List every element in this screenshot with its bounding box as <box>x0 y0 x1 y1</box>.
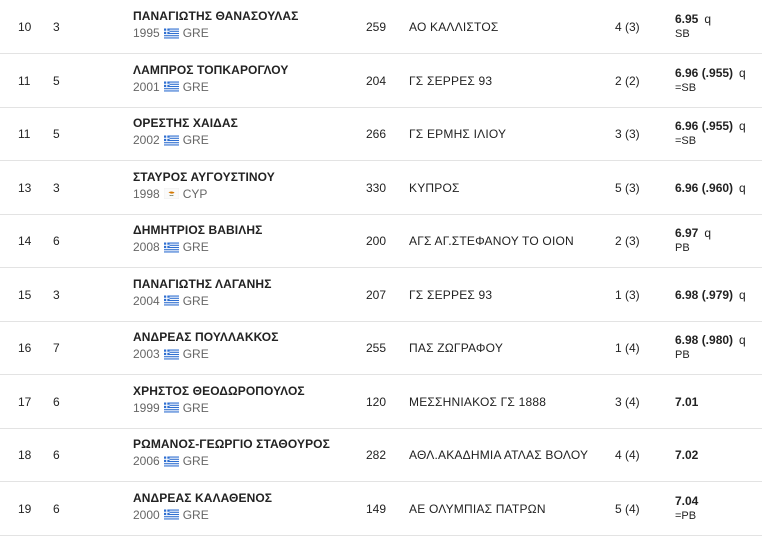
birth-year: 2000 <box>133 507 160 522</box>
rank-cell: 15 <box>18 287 32 302</box>
lane-position: 2 (2) <box>615 73 640 88</box>
table-row[interactable] <box>0 161 762 215</box>
athlete-info <box>133 294 209 308</box>
heat-cell: 6 <box>53 448 60 462</box>
heat-cell: 6 <box>53 501 60 516</box>
country-code: GRE <box>182 79 209 94</box>
table-row[interactable] <box>0 214 762 268</box>
time-value: 6.95 <box>675 12 699 26</box>
heat-cell: 6 <box>53 234 60 248</box>
athlete-info <box>133 240 209 254</box>
athlete-info <box>133 401 209 415</box>
record-note: PB <box>675 242 690 254</box>
birth-year: 1999 <box>133 400 160 415</box>
club-name: ΑΟ ΚΑΛΛΙΣΤΟΣ <box>409 20 499 34</box>
greece-flag-icon <box>164 135 179 146</box>
bib-number: 266 <box>366 127 387 141</box>
time-value: 6.98 (.979) <box>675 287 734 302</box>
bib-number: 282 <box>366 448 387 462</box>
birth-year: 2004 <box>133 293 160 308</box>
table-row[interactable] <box>0 268 762 322</box>
country-code: GRE <box>182 400 209 415</box>
athlete-name-link[interactable]: ΠΑΝΑΓΙΩΤΗΣ ΛΑΓΑΝΗΣ <box>133 276 272 291</box>
record-note: =PB <box>675 509 697 522</box>
time-value: 6.97 <box>675 226 699 240</box>
rank-cell: 13 <box>18 180 32 195</box>
time-value: 6.96 (.960) <box>675 180 734 195</box>
athlete-info <box>133 80 209 94</box>
birth-year: 2006 <box>133 454 160 468</box>
lane-position: 1 (4) <box>615 341 640 355</box>
greece-flag-icon <box>164 295 179 306</box>
greece-flag-icon <box>164 509 179 520</box>
rank-cell: 18 <box>18 448 32 462</box>
qualifier-mark: q <box>739 333 746 347</box>
qualifier-mark: q <box>739 180 746 195</box>
rank-cell: 17 <box>18 394 32 409</box>
table-row[interactable] <box>0 0 762 54</box>
heat-cell: 7 <box>53 341 60 355</box>
country-code: GRE <box>182 507 209 522</box>
club-name: ΓΣ ΕΡΜΗΣ ΙΛΙΟΥ <box>409 127 507 141</box>
table-row[interactable] <box>0 428 762 482</box>
athlete-info <box>133 454 209 468</box>
qualifier-mark: q <box>739 119 746 133</box>
lane-position: 5 (4) <box>615 501 640 516</box>
result-time <box>675 119 746 133</box>
result-time <box>675 448 704 462</box>
record-note: =SB <box>675 135 697 147</box>
record-note: =SB <box>675 81 697 94</box>
rank-cell: 16 <box>18 341 32 355</box>
lane-position: 5 (3) <box>615 180 640 195</box>
result-time <box>675 181 746 195</box>
table-row[interactable] <box>0 107 762 161</box>
athlete-name-link[interactable]: ΑΝΔΡΕΑΣ ΚΑΛΑΘΕΝΟΣ <box>133 490 273 505</box>
time-value: 6.98 (.980) <box>675 333 734 347</box>
time-value: 7.01 <box>675 394 699 409</box>
result-time <box>675 226 711 240</box>
athlete-name-link[interactable]: ΑΝΔΡΕΑΣ ΠΟΥΛΛΑΚΚΟΣ <box>133 330 279 344</box>
result-time <box>675 333 746 347</box>
athlete-info <box>133 26 209 40</box>
club-name: ΑΕ ΟΛΥΜΠΙΑΣ ΠΑΤΡΩΝ <box>409 501 546 516</box>
lane-position: 4 (4) <box>615 448 640 462</box>
result-time <box>675 494 704 508</box>
club-name: ΑΘΛ.ΑΚΑΔΗΜΙΑ ΑΤΛΑΣ ΒΟΛΟΥ <box>409 448 589 462</box>
bib-number: 200 <box>366 234 387 248</box>
athlete-name-link[interactable]: ΧΡΗΣΤΟΣ ΘΕΟΔΩΡΟΠΟΥΛΟΣ <box>133 383 305 398</box>
birth-year: 2003 <box>133 347 160 361</box>
country-code: GRE <box>182 133 209 147</box>
table-row[interactable] <box>0 375 762 429</box>
table-row[interactable] <box>0 54 762 108</box>
bib-number: 255 <box>366 341 387 355</box>
record-note: SB <box>675 28 690 40</box>
athlete-name-link[interactable]: ΣΤΑΥΡΟΣ ΑΥΓΟΥΣΤΙΝΟΥ <box>133 169 275 184</box>
club-name: ΚΥΠΡΟΣ <box>409 180 460 195</box>
qualifier-mark: q <box>704 226 712 240</box>
heat-cell: 3 <box>53 287 60 302</box>
qualifier-mark: q <box>739 287 746 302</box>
bib-number: 330 <box>366 180 387 195</box>
rank-cell: 11 <box>18 127 31 141</box>
greece-flag-icon <box>164 456 179 467</box>
rank-cell: 14 <box>18 234 32 248</box>
athlete-name-link[interactable]: ΛΑΜΠΡΟΣ ΤΟΠΚΑΡΟΓΛΟΥ <box>133 62 289 77</box>
country-code: CYP <box>182 186 208 201</box>
club-name: ΓΣ ΣΕΡΡΕΣ 93 <box>409 73 493 88</box>
heat-cell: 5 <box>53 73 60 88</box>
bib-number: 259 <box>366 20 387 34</box>
heat-cell: 3 <box>53 20 60 34</box>
qualifier-mark: q <box>704 12 712 26</box>
lane-position: 3 (4) <box>615 394 640 409</box>
heat-cell: 6 <box>53 394 60 409</box>
rank-cell: 11 <box>18 73 31 88</box>
birth-year: 1998 <box>133 186 160 201</box>
time-value: 6.96 (.955) <box>675 65 734 80</box>
club-name: ΜΕΣΣΗΝΙΑΚΟΣ ΓΣ 1888 <box>409 394 547 409</box>
record-note: PB <box>675 349 690 361</box>
country-code: GRE <box>182 240 209 254</box>
time-value: 7.02 <box>675 448 699 462</box>
greece-flag-icon <box>164 81 179 92</box>
club-name: ΠΑΣ ΖΩΓΡΑΦΟΥ <box>409 341 504 355</box>
cyprus-flag-icon <box>164 188 179 199</box>
birth-year: 1995 <box>133 26 160 40</box>
lane-position: 3 (3) <box>615 127 640 141</box>
birth-year: 2001 <box>133 79 160 94</box>
result-time <box>675 66 746 80</box>
result-time <box>675 12 711 26</box>
heat-cell: 5 <box>53 127 60 141</box>
athlete-name-link[interactable]: ΟΡΕΣΤΗΣ ΧΑΙΔΑΣ <box>133 116 238 130</box>
country-code: GRE <box>182 454 209 468</box>
lane-position: 2 (3) <box>615 234 640 248</box>
athlete-info <box>133 133 209 147</box>
lane-position: 4 (3) <box>615 20 640 34</box>
greece-flag-icon <box>164 242 179 253</box>
birth-year: 2002 <box>133 133 160 147</box>
greece-flag-icon <box>164 349 179 360</box>
bib-number: 120 <box>366 394 387 409</box>
time-value: 7.04 <box>675 493 699 508</box>
athlete-name-link[interactable]: ΠΑΝΑΓΙΩΤΗΣ ΘΑΝΑΣΟΥΛΑΣ <box>133 9 299 23</box>
bib-number: 149 <box>366 501 387 516</box>
greece-flag-icon <box>164 402 179 413</box>
table-row[interactable] <box>0 321 762 375</box>
country-code: GRE <box>182 293 209 308</box>
athlete-info <box>133 508 209 522</box>
club-name: ΓΣ ΣΕΡΡΕΣ 93 <box>409 287 493 302</box>
club-name: ΑΓΣ ΑΓ.ΣΤΕΦΑΝΟΥ ΤΟ ΟΙΟΝ <box>409 234 574 248</box>
bib-number: 207 <box>366 287 387 302</box>
rank-cell: 19 <box>18 501 32 516</box>
heat-cell: 3 <box>53 180 60 195</box>
athlete-name-link[interactable]: ΔΗΜΗΤΡΙΟΣ ΒΑΒΙΛΗΣ <box>133 223 263 237</box>
result-time <box>675 395 704 409</box>
bib-number: 204 <box>366 73 387 88</box>
time-value: 6.96 (.955) <box>675 119 734 133</box>
table-row[interactable] <box>0 482 762 536</box>
greece-flag-icon <box>164 28 179 39</box>
country-code: GRE <box>182 26 209 40</box>
athlete-info <box>133 347 209 361</box>
athlete-name-link[interactable]: ΡΩΜΑΝΟΣ-ΓΕΩΡΓΙΟ ΣΤΑΘΟΥΡΟΣ <box>133 437 330 451</box>
country-code: GRE <box>182 347 209 361</box>
result-time <box>675 288 746 302</box>
rank-cell: 10 <box>18 20 32 34</box>
lane-position: 1 (3) <box>615 287 640 302</box>
athlete-info <box>133 187 207 201</box>
birth-year: 2008 <box>133 240 160 254</box>
qualifier-mark: q <box>739 65 746 80</box>
